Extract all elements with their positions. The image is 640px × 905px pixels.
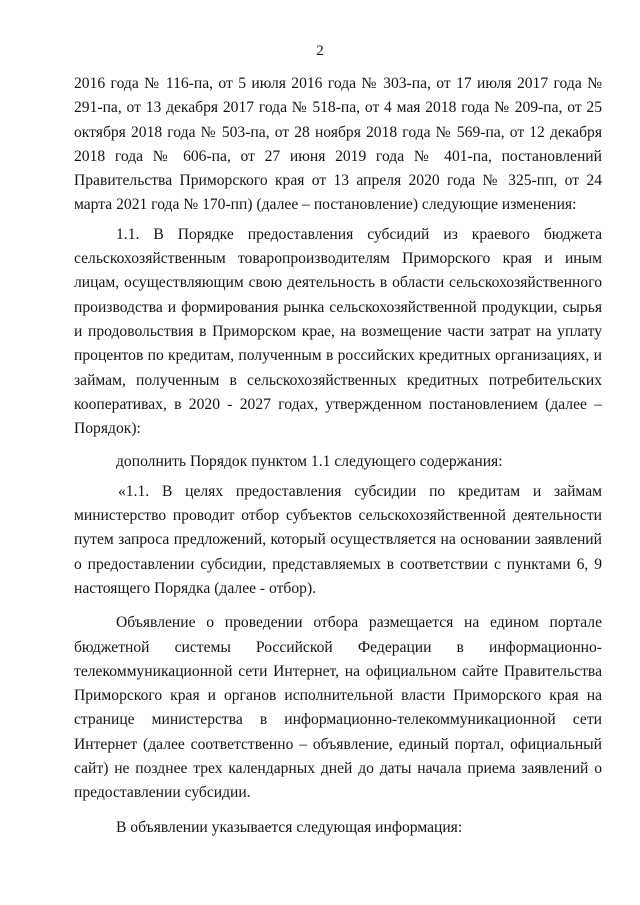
paragraph-quoted-clause: «1.1. В целях предоставления субсидии по кредитам и займам министерство проводит отбор субъектов сельскохозяйственной деятельности путем запроса предложений, который осуществляется на основании заявлений о предоставлении субсидии, представляемых в соответствии с пунктами 6, 9 настоящего Порядка (далее - отбор). xyxy=(74,482,602,597)
paragraph-amendment-list: 2016 года № 116-па, от 5 июля 2016 года № 303-па, от 17 июля 2017 года № 291-па, от 13 декабря 2017 года № 518-па, от 4 мая 2018 года № 209-па, от 25 октября 2018 года № 503-па, от 28 ноября 2018 года № 569-па, от 12 декабря 2018 года № 606-па, от 27 июня 2019 года № 401-па, постановлений Правительства Приморского края от 13 апреля 2020 года № 325-пп, от 24 марта 2021 года № 170-пп) (далее – постановление) следующие изменения: xyxy=(74,75,602,214)
document-body xyxy=(74,72,602,840)
paragraph-announcement: Объявление о проведении отбора размещается на едином портале бюджетной системы Российской Федерации в информационно-телекоммуникационной сети Интернет, на официальном сайте Правительства Приморского края и органов исполнительной власти Приморского края на странице министерства в информационно-телекоммуникационной сети Интернет (далее соответственно – объявление, единый портал, официальный сайт) не позднее трех календарных дней до даты начала приема заявлений о предоставлении субсидии. xyxy=(74,614,602,802)
paragraph-announcement-info: В объявлении указывается следующая информация: xyxy=(116,818,463,836)
page-number: 2 xyxy=(316,43,324,59)
paragraph-clause-1-1: 1.1. В Порядке предоставления субсидий из краевого бюджета сельскохозяйственным товаропроизводителям Приморского края и иным лицам, осуществляющим свою деятельность в области сельскохозяйственного производства и формирования рынка сельскохозяйственной продукции, сырья и продовольствия в Приморском крае, на возмещение части затрат на уплату процентов по кредитам, полученным в российских кредитных организациях, и займам, полученным в сельскохозяйственных кредитных потребительских кооперативах, в 2020 - 2027 годах, утвержденном постановлением (далее – Порядок): xyxy=(74,225,602,438)
paragraph-supplement: дополнить Порядок пунктом 1.1 следующего содержания: xyxy=(116,453,503,471)
